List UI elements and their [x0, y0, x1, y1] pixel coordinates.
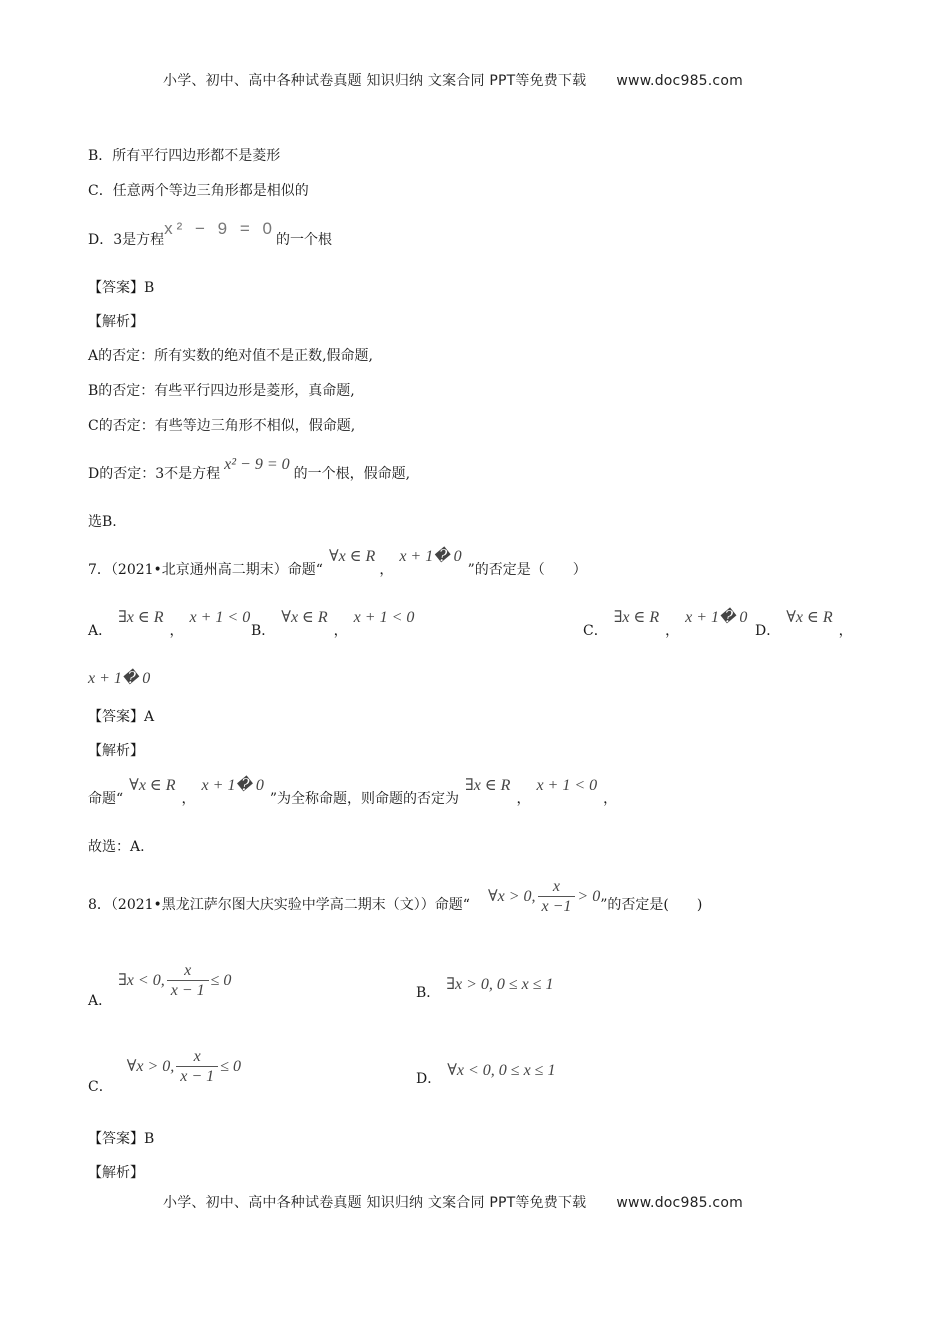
footer-text: 小学、初中、高中各种试卷真题 知识归纳 文案合同 PPT等免费下载: [163, 1195, 587, 1211]
footer-url[interactable]: www.doc985.com: [616, 1195, 743, 1211]
q6-analysis-line: B的否定：有些平行四边形是菱形，真命题,: [88, 383, 355, 399]
equation: x² − 9 = 0: [164, 219, 276, 238]
q7-analysis: 命题“∀x ∈ R，x + 1� 0”为全称命题，则命题的否定为∃x ∈ R，x + 1 < 0，: [88, 777, 618, 807]
q6-conclusion: 选B.: [88, 514, 117, 530]
q8-stem: 8．（2021•黑龙江萨尔图大庆实验中学高二期末（文））命题“ ∀x > 0, $\frac{x}{x -1}$ > 0”的否定是( ): [88, 878, 703, 915]
page-header: [163, 70, 743, 90]
q6-analysis-label: 【解析】: [88, 314, 144, 330]
q6-option-d: D．3是方程x² − 9 = 0的一个根: [88, 219, 332, 248]
q7-option-a[interactable]: A．∃x ∈ R，x + 1 < 0: [88, 609, 251, 639]
q8-option-c[interactable]: C．∀x > 0, $\frac{x}{x - 1}$ ≤ 0: [88, 1048, 241, 1096]
q8-option-d[interactable]: D． ∀x < 0, 0 ≤ x ≤ 1: [416, 1062, 556, 1087]
q7-answer: 【答案】A: [88, 709, 155, 725]
q7-conclusion: 故选：A.: [88, 839, 145, 855]
q6-analysis-line: C的否定：有些等边三角形不相似，假命题,: [88, 418, 356, 434]
q6-analysis-d: D的否定：3不是方程x² − 9 = 0的一个根，假命题,: [88, 456, 411, 482]
q8-option-a[interactable]: A．∃x < 0, $\frac{x}{x - 1}$ ≤ 0: [88, 962, 232, 1010]
header-url[interactable]: www.doc985.com: [616, 73, 743, 89]
q6-analysis-line: A的否定：所有实数的绝对值不是正数,假命题,: [88, 348, 374, 364]
page-footer: [163, 1192, 743, 1212]
q7-option-d[interactable]: D．∀x ∈ R，: [755, 609, 853, 639]
q8-option-b[interactable]: B． ∃x > 0, 0 ≤ x ≤ 1: [416, 976, 554, 1001]
q6-option-c: C．任意两个等边三角形都是相似的: [88, 183, 309, 199]
q7-stem: 7．（2021•北京通州高二期末）命题“∀x ∈ R，x + 1� 0”的否定是（ ）: [88, 548, 587, 578]
q8-analysis-label: 【解析】: [88, 1165, 144, 1181]
q6-answer: 【答案】B: [88, 280, 155, 296]
equation: x² − 9 = 0: [224, 456, 290, 473]
q6-option-b: B．所有平行四边形都不是菱形: [88, 148, 281, 164]
q7-option-c[interactable]: C．∃x ∈ R，x + 1� 0: [583, 609, 748, 639]
q7-option-b[interactable]: B．∀x ∈ R，x + 1 < 0: [251, 609, 415, 639]
q7-analysis-label: 【解析】: [88, 743, 144, 759]
q8-answer: 【答案】B: [88, 1131, 155, 1147]
header-text: 小学、初中、高中各种试卷真题 知识归纳 文案合同 PPT等免费下载: [163, 73, 587, 89]
q7-option-d-continued: x + 1� 0: [88, 670, 151, 687]
